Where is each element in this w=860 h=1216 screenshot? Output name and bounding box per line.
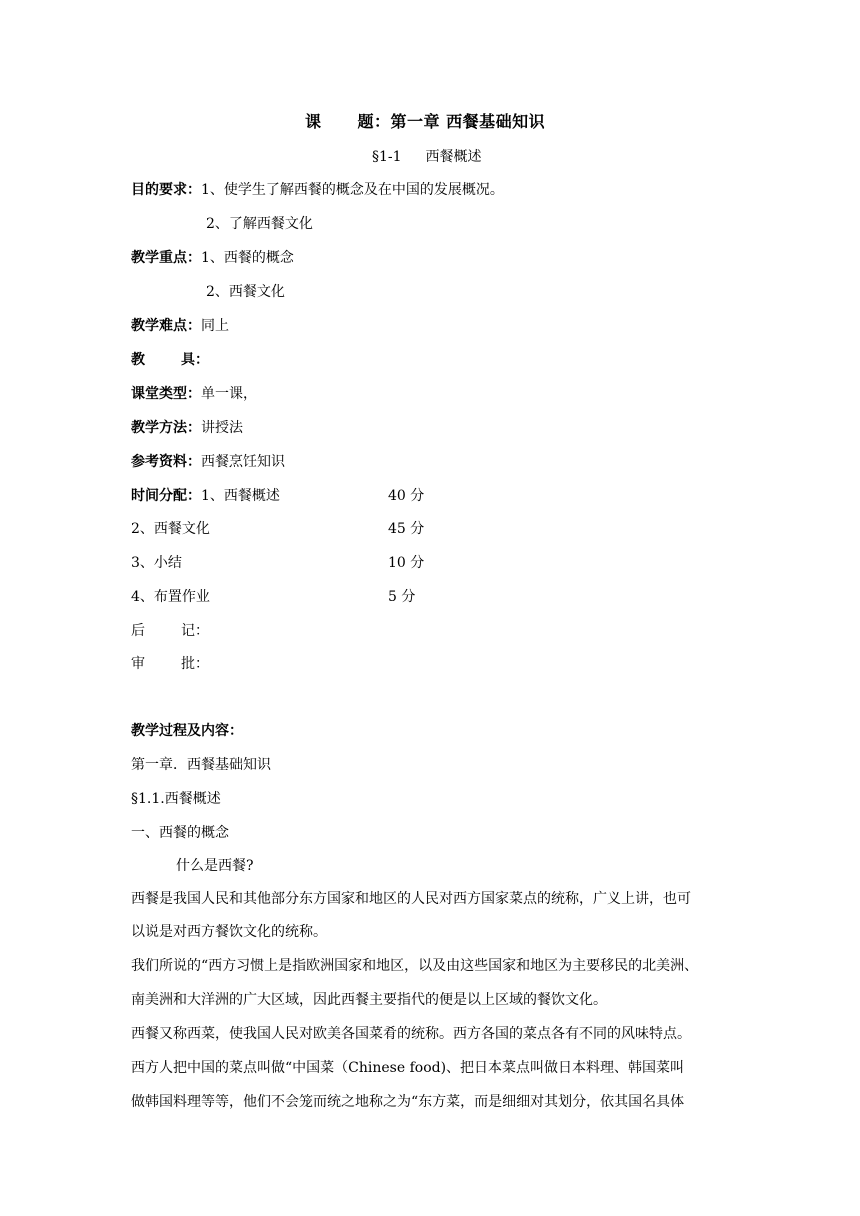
method-label: 教学方法： [131,420,201,436]
section-heading: §1.1.西餐概述 [131,791,221,807]
subsection-heading: 一、西餐的概念 [131,825,229,841]
afterword-label-a: 后 [131,623,145,639]
objective-item-2: 2、了解西餐文化 [206,216,313,232]
section-subtitle [372,147,482,167]
objective-item-1: 1、使学生了解西餐的概念及在中国的发展概况。 [201,182,504,198]
paragraph-line: 南美洲和大洋洲的广大区域，因此西餐主要指代的便是以上区域的餐饮文化。 [131,992,607,1008]
chapter-heading: 第一章．西餐基础知识 [131,757,271,773]
reference-row [131,452,285,472]
difficulty-value: 同上 [201,318,229,334]
title-prefix: 课 [305,112,322,131]
time-item: 4、布置作业 [131,589,210,605]
focus-label: 教学重点： [131,250,201,266]
method-row [131,418,243,438]
time-minutes: 5 分 [388,589,416,605]
time-item: 2、西餐文化 [131,521,210,537]
time-minutes: 40 分 [388,488,425,504]
paragraph-line: 以说是对西方餐饮文化的统称。 [131,924,327,940]
section-title: 西餐概述 [425,149,482,165]
afterword-row [131,621,209,641]
paragraph-line: 做韩国料理等等，他们不会笼而统之地称之为“东方菜，而是细细对其划分，依其国名具体 [131,1094,685,1110]
focus-item-1: 1、西餐的概念 [201,250,294,266]
tools-label-a: 教 [131,352,145,368]
time-row-1 [131,486,280,506]
tools-row [131,350,209,370]
class-type-value: 单一课， [201,386,257,402]
question-text: 什么是西餐? [176,858,254,874]
title-main: 题：第一章 西餐基础知识 [357,112,546,131]
reference-label: 参考资料： [131,454,201,470]
paragraph-line: 西餐是我国人民和其他部分东方国家和地区的人民对西方国家菜点的统称，广义上讲，也可 [131,891,691,907]
focus-item-2: 2、西餐文化 [206,284,285,300]
difficulty-row [131,316,229,336]
paragraph-line: 西方人把中国的菜点叫做“中国菜（Chinese food)、把日本菜点叫做日本料理、韩国菜叫 [131,1060,685,1076]
method-value: 讲授法 [201,420,243,436]
approval-label-a: 审 [131,656,145,672]
difficulty-label: 教学难点： [131,318,201,334]
time-label: 时间分配： [131,488,201,504]
objective-label: 目的要求： [131,182,201,198]
time-item: 1、西餐概述 [201,488,280,504]
document-title [305,112,545,132]
tools-label-b: 具： [181,352,209,368]
section-code: §1-1 [372,149,402,165]
class-type-label: 课堂类型： [131,386,201,402]
focus-row [131,248,294,268]
afterword-label-b: 记： [181,623,209,639]
reference-value: 西餐烹饪知识 [201,454,285,470]
time-minutes: 45 分 [388,521,425,537]
paragraph-line: 我们所说的“西方习惯上是指欧洲国家和地区，以及由这些国家和地区为主要移民的北美洲、 [131,958,699,974]
approval-row [131,654,209,674]
time-minutes: 10 分 [388,555,425,571]
paragraph-line: 西餐又称西菜，使我国人民对欧美各国菜肴的统称。西方各国的菜点各有不同的风味特点。 [131,1026,691,1042]
objective-row [131,180,504,200]
time-item: 3、小结 [131,555,182,571]
class-type-row [131,384,257,404]
content-heading: 教学过程及内容： [131,723,243,739]
approval-label-b: 批： [181,656,209,672]
